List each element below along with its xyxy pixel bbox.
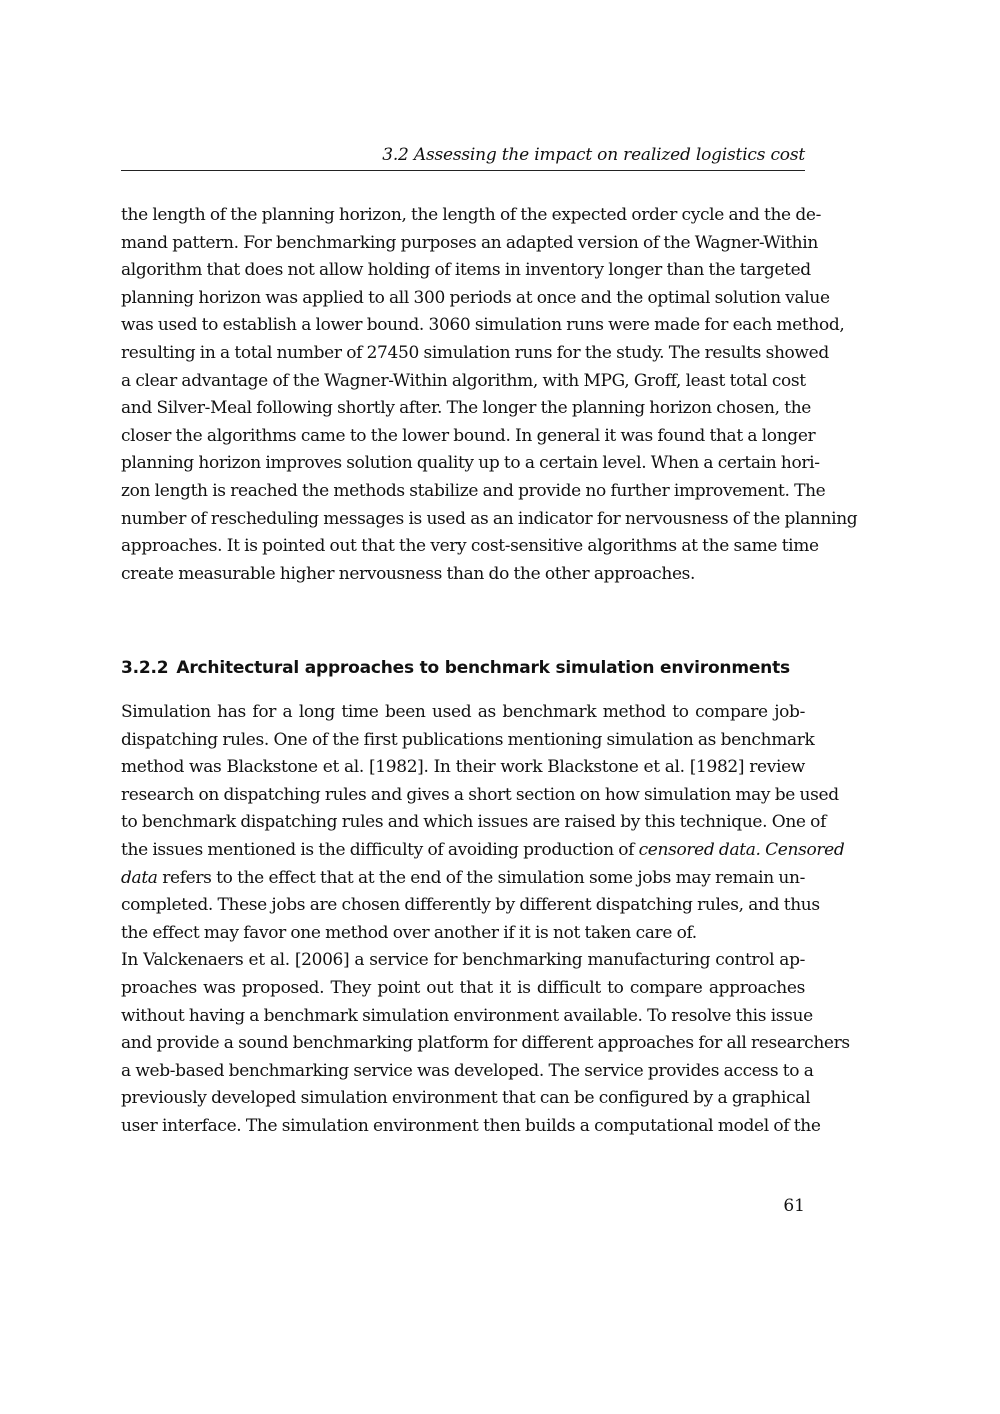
paragraph-line (121, 865, 805, 893)
paragraph-line: and Silver-Meal following shortly after. The longer the planning horizon chosen, the (121, 398, 812, 419)
section-title: Architectural approaches to benchmark simulation environments (176, 658, 790, 678)
paragraph-line: user interface. The simulation environment then builds a computational model of the (121, 1116, 821, 1136)
paragraph-line: planning horizon improves solution quality up to a certain level. When a certain hori- (121, 453, 820, 474)
section-number: 3.2.2 (121, 658, 169, 678)
paragraph-line: proaches was proposed. They point out that it is difficult to compare approaches (121, 978, 805, 998)
paragraph-line: approaches. It is pointed out that the very cost-sensitive algorithms at the same time (121, 536, 819, 557)
paragraph-line: planning horizon was applied to all 300 periods at once and the optimal solution value (121, 287, 830, 308)
paragraph-line: a web-based benchmarking service was developed. The service provides access to a (121, 1060, 814, 1081)
paragraph-line: closer the algorithms came to the lower bound. In general it was found that a longer (121, 425, 816, 446)
text-run: refers to the effect that at the end of the simulation some jobs may remain un- (157, 867, 805, 888)
paragraph-line: resulting in a total number of 27450 simulation runs for the study. The results showed (121, 343, 829, 363)
section-heading (121, 655, 790, 681)
paragraph-line: and provide a sound benchmarking platform for different approaches for all researchers (121, 1033, 850, 1054)
paragraph-line: dispatching rules. One of the first publications mentioning simulation as benchmark (121, 729, 815, 750)
text-run: the issues mentioned is the difficulty of avoiding production of (121, 840, 639, 860)
paragraph-line: a clear advantage of the Wagner-Within algorithm, with MPG, Groff, least total cost (121, 370, 806, 391)
emphasis-term: censored data. (638, 840, 761, 860)
paragraph-line: the effect may favor one method over another if it is not taken care of. (121, 922, 697, 943)
running-head: 3.2 Assessing the impact on realized logistics cost (121, 144, 805, 171)
paragraph-line: algorithm that does not allow holding of items in inventory longer than the targeted (121, 260, 811, 281)
paragraph-line: research on dispatching rules and gives a short section on how simulation may be used (121, 784, 839, 805)
paragraph-line: without having a benchmark simulation environment available. To resolve this issue (121, 1005, 813, 1026)
paragraph-line: create measurable higher nervousness than do the other approaches. (121, 563, 696, 584)
paragraph-line: number of rescheduling messages is used as an indicator for nervousness of the planning (121, 508, 858, 529)
paragraph-line: to benchmark dispatching rules and which issues are raised by this technique. One of (121, 812, 827, 833)
paragraph-line: In Valckenaers et al. [2006] a service for benchmarking manufacturing control ap- (121, 950, 805, 971)
paragraph-line: completed. These jobs are chosen differently by different dispatching rules, and thus (121, 895, 820, 916)
paragraph-line: Simulation has for a long time been used as benchmark method to compare job- (121, 702, 805, 722)
emphasis-term: data (121, 867, 158, 888)
paragraph-line: the length of the planning horizon, the length of the expected order cycle and the de- (121, 205, 821, 225)
paragraph-line (121, 837, 845, 865)
paragraph-line: method was Blackstone et al. [1982]. In their work Blackstone et al. [1982] review (121, 757, 805, 778)
paragraph-line: previously developed simulation environment that can be configured by a graphical (121, 1088, 811, 1109)
paragraph-line: was used to establish a lower bound. 3060 simulation runs were made for each method, (121, 315, 845, 336)
emphasis-term: Censored (765, 840, 845, 860)
paragraph-line: mand pattern. For benchmarking purposes an adapted version of the Wagner-Within (121, 232, 818, 253)
page-number: 61 (783, 1196, 805, 1216)
paragraph-line: zon length is reached the methods stabilize and provide no further improvement. The (121, 481, 826, 501)
